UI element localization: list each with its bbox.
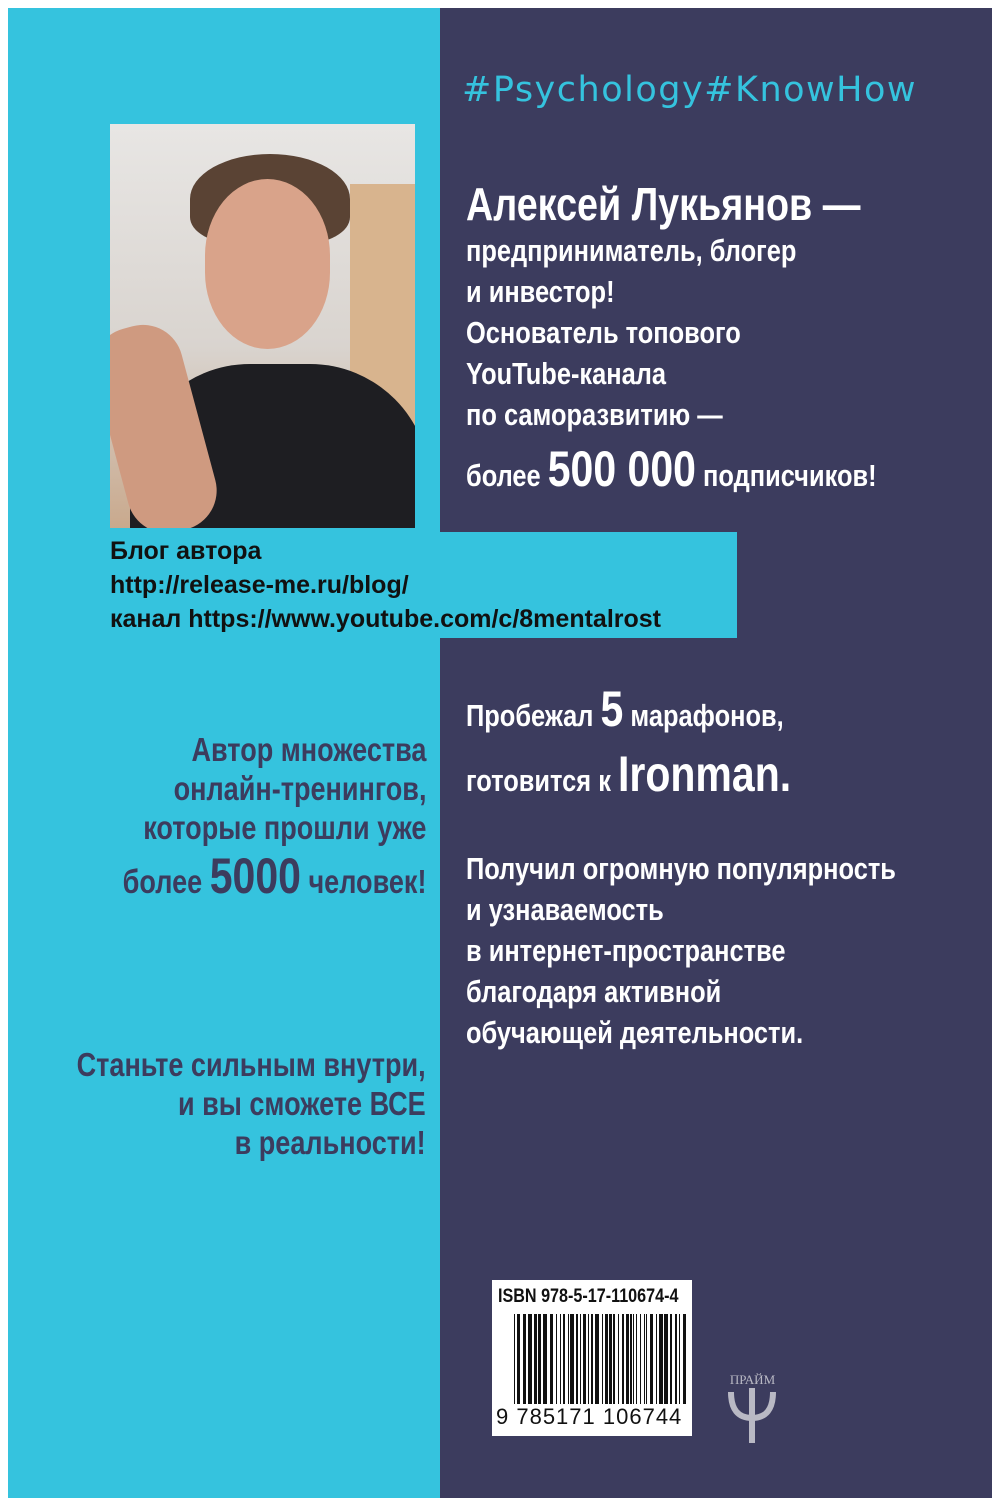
barcode-bar	[523, 1314, 526, 1404]
subscribers: более 500 000 подписчиков!	[466, 441, 877, 497]
barcode-bar	[670, 1314, 672, 1404]
barcode-bar	[576, 1314, 578, 1404]
trainings-text: Автор множества онлайн-тренингов, которые прошли уже более 5000 человек!	[122, 731, 426, 904]
barcode-bar	[595, 1314, 599, 1404]
bio-line: по саморазвитию —	[466, 397, 723, 432]
bio-line: и инвестор!	[466, 274, 615, 309]
barcode-bar	[550, 1314, 553, 1404]
blog-label: Блог автора	[110, 537, 262, 565]
publisher-name: ПРАЙМ	[729, 1372, 776, 1387]
barcode-bar	[636, 1314, 637, 1404]
barcode-bar	[580, 1314, 581, 1404]
barcode-bar	[656, 1314, 657, 1404]
barcode-bar	[528, 1314, 532, 1404]
barcode-bar	[563, 1314, 565, 1404]
barcode-bar	[591, 1314, 593, 1404]
isbn-label: ISBN 978-5-17-110674-4	[498, 1286, 679, 1307]
isbn-digits: 9 785171 106744	[496, 1404, 683, 1429]
running-info: Пробежал 5 марафонов, готовится к Ironman.	[466, 681, 792, 802]
barcode-bar	[650, 1314, 653, 1404]
author-links	[110, 534, 661, 636]
bio-line: YouTube-канала	[466, 356, 667, 391]
barcode-bar	[646, 1314, 647, 1404]
publisher-logo	[725, 1372, 780, 1442]
barcode-bar	[630, 1314, 632, 1404]
barcode-bar	[588, 1314, 589, 1404]
barcode-bar	[640, 1314, 641, 1404]
barcode-bar	[543, 1314, 547, 1404]
author-bio	[466, 178, 967, 496]
barcode-bar	[538, 1314, 541, 1404]
barcode-bar	[560, 1314, 561, 1404]
barcode-bar	[556, 1314, 557, 1404]
barcode-bar	[675, 1314, 677, 1404]
barcode-bar	[534, 1314, 537, 1404]
bio-line: предприниматель, блогер	[466, 233, 797, 268]
barcode-bar	[659, 1314, 663, 1404]
author-name: Алексей Лукьянов —	[466, 178, 861, 230]
barcode-bar	[514, 1314, 515, 1404]
barcode-bar	[517, 1314, 520, 1404]
barcode-bar	[622, 1314, 624, 1404]
barcode-bar	[570, 1314, 574, 1404]
barcode-bar	[613, 1314, 615, 1404]
barcode-bar	[602, 1314, 603, 1404]
barcode-bar	[633, 1314, 634, 1404]
hashtags: #Psychology#KnowHow	[462, 70, 918, 110]
barcode-bar	[644, 1314, 645, 1404]
slogan: Станьте сильным внутри, и вы сможете ВСЕ в реальности!	[76, 1046, 426, 1161]
barcode-icon	[514, 1314, 686, 1414]
isbn-barcode	[492, 1280, 692, 1436]
channel-url[interactable]: канал https://www.youtube.com/c/8mentalrost	[110, 605, 661, 633]
barcode-bar	[618, 1314, 619, 1404]
blog-url[interactable]: http://release-me.ru/blog/	[110, 571, 409, 599]
barcode-bar	[664, 1314, 668, 1404]
bio-line: Основатель топового	[466, 315, 741, 350]
barcode-bar	[679, 1314, 680, 1404]
popularity-text: Получил огромную популярность и узнаваемость в интернет-пространстве благодаря активной обучающей деятельности.	[466, 851, 896, 1050]
psi-icon	[725, 1388, 780, 1443]
barcode-bar	[605, 1314, 608, 1404]
author-photo	[110, 124, 415, 528]
barcode-bar	[609, 1314, 612, 1404]
barcode-bar	[583, 1314, 586, 1404]
barcode-bar	[626, 1314, 629, 1404]
barcode-bar	[683, 1314, 686, 1404]
barcode-bar	[568, 1314, 569, 1404]
